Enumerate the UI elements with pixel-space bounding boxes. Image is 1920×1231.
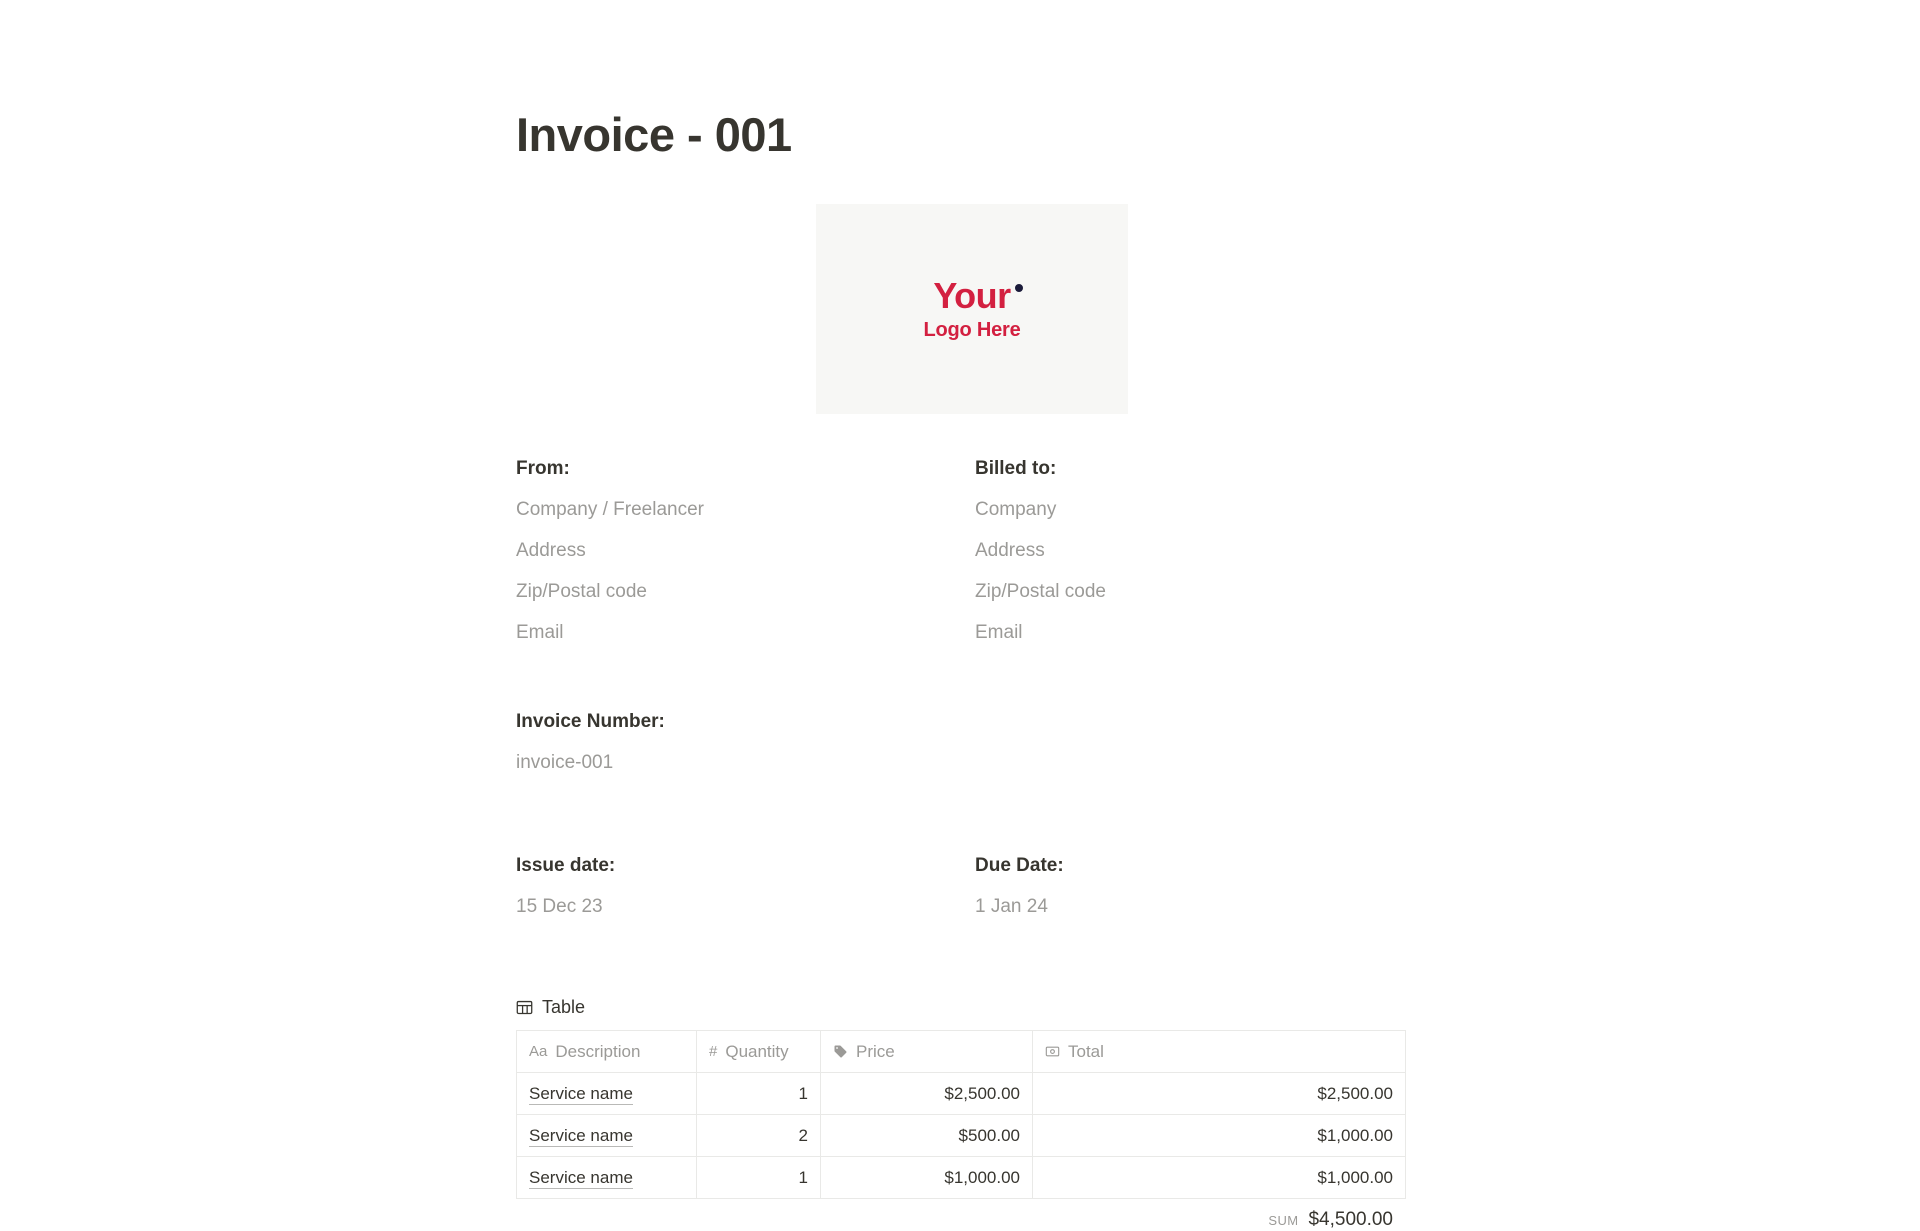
table-summary-row bbox=[516, 1209, 1405, 1231]
cell-description[interactable] bbox=[517, 1073, 697, 1115]
cell-price[interactable]: $1,000.00 bbox=[821, 1157, 1033, 1199]
column-header-total[interactable] bbox=[1033, 1031, 1406, 1073]
logo-dot-icon bbox=[1015, 284, 1023, 292]
billed-to-company[interactable]: Company bbox=[975, 499, 1057, 521]
from-zip[interactable]: Zip/Postal code bbox=[516, 581, 647, 603]
billed-to-block bbox=[975, 448, 1434, 653]
cell-description-text: Service name bbox=[529, 1125, 633, 1145]
table-caption[interactable] bbox=[516, 997, 1434, 1018]
cell-description[interactable] bbox=[517, 1115, 697, 1157]
billed-to-label: Billed to: bbox=[975, 458, 1057, 480]
line-items-table bbox=[516, 1030, 1406, 1199]
document-content bbox=[516, 0, 1434, 1231]
line-items-table-wrapper bbox=[516, 997, 1434, 1231]
issue-date-block bbox=[516, 845, 975, 927]
invoice-number-label: Invoice Number: bbox=[516, 711, 665, 733]
column-header-price[interactable] bbox=[821, 1031, 1033, 1073]
due-date-block bbox=[975, 845, 1434, 927]
column-header-total-label: Total bbox=[1068, 1041, 1104, 1061]
table-row[interactable] bbox=[517, 1073, 1406, 1115]
due-date-label: Due Date: bbox=[975, 855, 1064, 877]
due-date-value[interactable]: 1 Jan 24 bbox=[975, 896, 1048, 918]
table-icon bbox=[516, 999, 533, 1016]
logo-line-1 bbox=[933, 275, 1011, 317]
logo-image bbox=[923, 275, 1021, 342]
cell-total[interactable]: $2,500.00 bbox=[1033, 1073, 1406, 1115]
number-type-icon: # bbox=[709, 1043, 718, 1061]
column-header-quantity-label: Quantity bbox=[725, 1041, 789, 1061]
dates-section bbox=[516, 845, 1434, 927]
from-email[interactable]: Email bbox=[516, 622, 564, 644]
cell-description-text: Service name bbox=[529, 1083, 633, 1103]
column-header-quantity[interactable] bbox=[697, 1031, 821, 1073]
cell-price[interactable]: $2,500.00 bbox=[821, 1073, 1033, 1115]
cell-total[interactable]: $1,000.00 bbox=[1033, 1157, 1406, 1199]
logo-line-1-text: Your bbox=[933, 275, 1011, 317]
billed-to-email[interactable]: Email bbox=[975, 622, 1023, 644]
text-type-icon: Aa bbox=[529, 1043, 548, 1061]
sum-label: SUM bbox=[1268, 1213, 1299, 1229]
table-header-row bbox=[517, 1031, 1406, 1073]
issue-date-label: Issue date: bbox=[516, 855, 616, 877]
parties-section bbox=[516, 448, 1434, 653]
issue-date-value[interactable]: 15 Dec 23 bbox=[516, 896, 603, 918]
from-block bbox=[516, 448, 975, 653]
from-company[interactable]: Company / Freelancer bbox=[516, 499, 704, 521]
logo-placeholder[interactable] bbox=[816, 204, 1128, 414]
tag-type-icon bbox=[833, 1044, 848, 1059]
formula-type-icon bbox=[1045, 1044, 1060, 1059]
table-caption-label: Table bbox=[542, 997, 586, 1018]
from-address[interactable]: Address bbox=[516, 540, 586, 562]
cell-description-text: Service name bbox=[529, 1167, 633, 1187]
cell-total[interactable]: $1,000.00 bbox=[1033, 1115, 1406, 1157]
column-header-description-label: Description bbox=[555, 1041, 641, 1061]
cell-description[interactable] bbox=[517, 1157, 697, 1199]
table-row[interactable] bbox=[517, 1115, 1406, 1157]
table-row[interactable] bbox=[517, 1157, 1406, 1199]
cell-quantity[interactable]: 2 bbox=[697, 1115, 821, 1157]
cell-quantity[interactable]: 1 bbox=[697, 1157, 821, 1199]
sum-value[interactable]: $4,500.00 bbox=[1308, 1209, 1393, 1231]
billed-to-zip[interactable]: Zip/Postal code bbox=[975, 581, 1106, 603]
invoice-number-value[interactable]: invoice-001 bbox=[516, 752, 614, 774]
billed-to-address[interactable]: Address bbox=[975, 540, 1045, 562]
page-title: Invoice - 001 bbox=[516, 108, 792, 161]
from-label: From: bbox=[516, 458, 570, 480]
cell-price[interactable]: $500.00 bbox=[821, 1115, 1033, 1157]
invoice-number-block bbox=[516, 701, 1434, 783]
cell-quantity[interactable]: 1 bbox=[697, 1073, 821, 1115]
logo-line-2: Logo Here bbox=[923, 319, 1021, 342]
column-header-description[interactable] bbox=[517, 1031, 697, 1073]
column-header-price-label: Price bbox=[856, 1041, 895, 1061]
